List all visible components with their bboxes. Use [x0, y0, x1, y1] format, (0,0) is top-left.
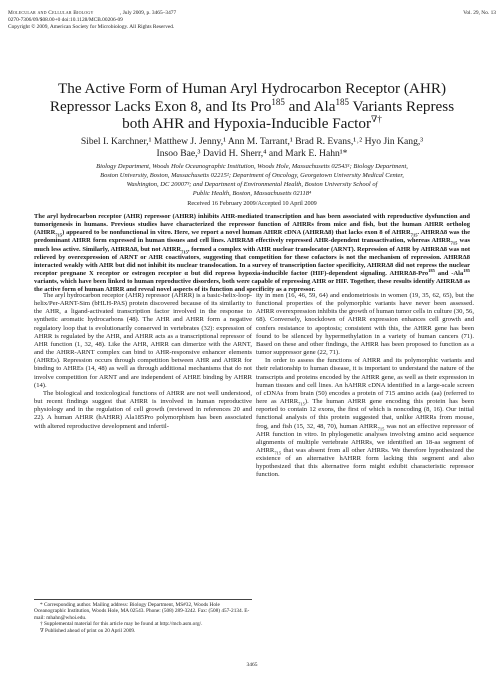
abstract-subscript: 715 — [410, 232, 418, 238]
page-number: 3465 — [246, 662, 258, 668]
authors-line-1: Sibel I. Karchner,¹ Matthew J. Jenny,¹ Ann M. Tarrant,¹ Brad R. Evans,¹˒² Hyo Jin Kang,³ — [80, 136, 424, 147]
abstract-subscript: 715 — [181, 248, 188, 254]
body-text: that was absent from all other AHRRs. We therefore hypothesized the existence of an alternative hAHRR form lacking this segment and also hypothesized that this alternative form might exhibit characteristic repressor function. — [256, 446, 474, 479]
body-text: In order to assess the functions of AHRR and its polymorphic variants and their relationship to human disease, it is important to understand the nature of the transcripts and proteins encoded by the AHRR gene, as well as their expression in human tissues and cell lines. An hAHRR cDNA identified in a large-scale screen of cDNAs from brain (50) encodes a protein of 715 amino acids (aa) (referred to here as AHRR — [256, 357, 474, 406]
body-paragraph: The biological and toxicological functions of AHRR are not well understood, but recent findings suggest that AHRR is involved in human reproductive physiology and in the regulation of cell growth (reviewed in references 20 and 22). A human AHRR (hAHRR) Ala185Pro polymorphism has been associated with altered reproductive development and infertil- — [34, 389, 252, 430]
title-superscript: 185 — [271, 96, 285, 107]
abstract-subscript: 715 — [450, 240, 458, 246]
volume-info: Vol. 29, No. 13 — [463, 10, 496, 16]
abstract-superscript: 185 — [463, 267, 470, 273]
body-paragraph: The aryl hydrocarbon receptor (AHR) repressor (AHRR) is a basic-helix-loop-helix/Per-ARNT-Sim (bHLH-PAS) protein discovered because of its similarity to the AHR, a ligand-activated transcription factor involved in the response to synthetic aromatic hydrocarbons (48). The AHR and AHRR form a negative regulatory loop that is evolutionarily conserved in vertebrates (32): expression of AHRR is regulated by the AHR, and AHRR acts as a transcriptional repressor of AHR function (1, 32, 48). Like the AHR, AHRR can dimerize with the ARNT, and the AHRR-ARNT complex can bind to AHR-responsive enhancer elements (AHREs). Repression occurs through competition between AHR and AHRR for binding to AHREs (14, 48) as well as through additional mechanisms that do not involve competition for ARNT and are independent of AHRE binding by AHRR (14). — [34, 292, 252, 389]
affiliation-line: Washington, DC 20007³; and Department of Environmental Health, Boston University School of — [126, 181, 378, 188]
abstract-text: . AHRRΔ8 was the predominant AHRR form expressed in human tissues and cell lines. AHRRΔ8 effectively repressed AHR-dependent transactivation, whereas AHRR — [34, 229, 471, 245]
received-dates: Received 16 February 2009/Accepted 10 April 2009 — [187, 200, 317, 207]
title-line-3 — [20, 115, 484, 133]
abstract-text: ) appeared to be nonfunctional in vitro. Here, we report a novel human AHRR cDNA (AHRRΔ8) that lacks exon 8 of AHRR — [62, 229, 411, 237]
footnote-supplemental: † Supplemental material for this article may be found at http://mcb.asm.org/. — [40, 621, 203, 628]
title-superscript: 185 — [335, 96, 349, 107]
body-column-left — [34, 292, 252, 431]
body-paragraph: ity in men (16, 46, 59, 64) and endometriosis in women (19, 35, 62, 65), but the functional properties of the polymorphic variants have never been assessed. AHRR overexpression inhibits the growth of human tumor cells in culture (30, 56, 68). Conversely, knockdown of AHRR expression enhances cell growth and confers resistance to apoptosis; consistent with this, the AHRR gene has been found to be silenced by hypermethylation in a variety of human cancers (71). Based on these and other findings, the AHRR has been proposed to function as a tumor suppressor gene (22, 71). — [256, 292, 474, 357]
title-line-2-part: Variants Repress — [348, 97, 455, 115]
title-line-2 — [20, 98, 484, 116]
body-subscript: 715 — [274, 450, 282, 456]
title-line-2-part: Repressor Lacks Exon 8, and Its Pro — [49, 97, 272, 115]
footnote-published: ∇ Published ahead of print on 20 April 2009. — [40, 627, 136, 634]
title-line-2-part: and Ala — [284, 97, 336, 115]
title-line-3-text: both AHR and Hypoxia-Inducible Factor — [122, 115, 372, 133]
affiliation-line: Boston University, Boston, Massachusetts 02215²; Department of Oncology, Georgetown University Medical Center, — [100, 172, 404, 179]
body-paragraph — [256, 357, 474, 479]
body-text: was not an effective repressor of AHR function in vitro. In phylogenetic analyses involving amino acid sequence alignments of multiple vertebrate AHRRs, we identified an 18-aa segment of AHRR — [256, 422, 474, 454]
abstract-text: and -Ala — [434, 270, 464, 278]
affiliations — [16, 162, 488, 198]
footnotes — [34, 599, 252, 634]
copyright: Copyright © 2009, American Society for Microbiology. All Rights Reserved. — [8, 24, 175, 30]
abstract-text: The aryl hydrocarbon receptor (AHR) repressor (AHRR) inhibits AHR-mediated transcription and has been associated with reproductive dysfunction and tumorigenesis in humans. Previous studies have characterized the repressor function of AHRRs from mice and fish, but the human AHRR ortholog (AHRR — [34, 213, 470, 237]
issue-info: , July 2009, p. 3465–3477 — [120, 10, 177, 16]
affiliation-line: Biology Department, Woods Hole Oceanographic Institution, Woods Hole, Massachusetts 02543¹; Biology Department, — [96, 163, 408, 170]
footnote-corresponding-author: * Corresponding author. Mailing address: Biology Department, MS#32, Woods Hole Oceanographic Institution, Woods Hole, MA 02543. Phone: (508) 289-3242. Fax: (508) 457-2134. E-mail: mhahn@whoi.edu. — [34, 602, 250, 621]
body-subscript: 715 — [377, 425, 385, 431]
issn-doi: 0270-7306/09/$08.00+0 doi:10.1128/MCB.00206-09 — [8, 17, 123, 23]
abstract-superscript: 185 — [428, 267, 435, 273]
abstract-text: , formed a complex with AHR nuclear translocator (ARNT). Repression of AHR by AHRRΔ8 was not relieved by overexpression of ARNT or AHR coactivators, suggesting that competition for these cofactors is not the mechanism of repression. AHRRΔ8 interacted weakly with AHR but did not inhibit its nuclear translocation. In a survey of transcription factor specificity, AHRRΔ8 did not repress the nuclear receptor pregnane X receptor or estrogen receptor α but did repress hypoxia-inducible factor (HIF)-dependent signaling. AHRRΔ8-Pro — [34, 245, 471, 278]
body-text: ). The human AHRR gene encoding this protein has been reported to contain 12 exons, the first of which is noncoding (8, 16). Our initial functional analysis of this protein suggested that, unlike AHRRs from mouse, frog, and fish (15, 32, 48, 70), human AHRR — [256, 398, 474, 430]
body-column-right — [256, 292, 474, 480]
journal-name: Molecular and Cellular Biology — [8, 10, 94, 16]
title-footnote-marks: ∇† — [371, 114, 382, 125]
title-line-1: The Active Form of Human Aryl Hydrocarbon Receptor (AHR) — [57, 80, 447, 97]
abstract-text: variants, which have been linked to human reproductive disorders, both were capable of repressing AHR or HIF. Together, these results identify AHRRΔ8 as the active form of human AHRR and reveal novel aspects of its function and specificity as a repressor. — [34, 278, 470, 294]
abstract-text: was much less active. Similarly, AHRRΔ8, but not AHRR — [34, 237, 470, 253]
abstract — [34, 213, 470, 295]
author-list — [10, 136, 494, 159]
authors-line-2: Insoo Bae,³ David H. Sherr,⁴ and Mark E. Hahn¹* — [156, 147, 348, 159]
article-title — [20, 80, 484, 133]
affiliation-line: Public Health, Boston, Massachusetts 02118⁴ — [192, 190, 312, 197]
abstract-subscript: 715 — [55, 232, 63, 238]
body-subscript: 715 — [298, 401, 305, 407]
